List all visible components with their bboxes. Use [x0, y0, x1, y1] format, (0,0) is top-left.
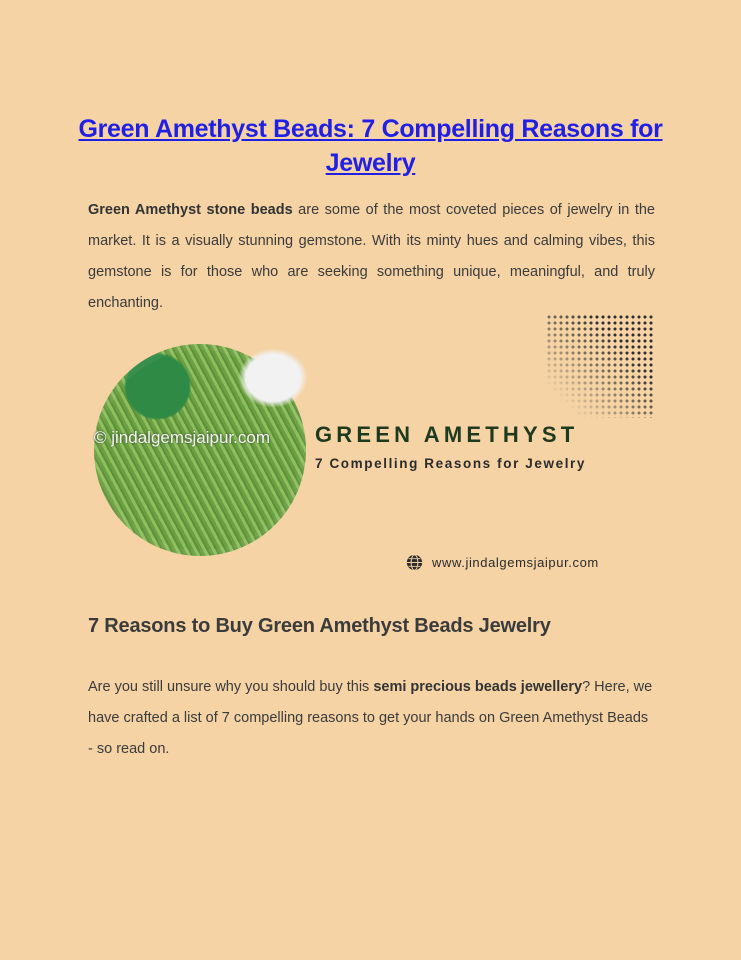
dot-pattern	[546, 314, 654, 418]
section-text-1: Are you still unsure why you should buy this	[88, 678, 374, 695]
photo-highlight	[238, 348, 308, 408]
section-text-2: ? Here, we have crafted a list of 7 compelling reasons to get your hands on Green Amethyst Beads - so read on.	[88, 678, 653, 757]
banner-website: www.jindalgemsjaipur.com	[432, 555, 599, 570]
banner-subheading: 7 Compelling Reasons for Jewelry	[315, 456, 587, 471]
intro-text: are some of the most coveted pieces of jewelry in the market. It is a visually stunning gemstone. With its minty hues and calming vibes, this gemstone is for those who are seeking something unique, meaningful, and truly enchanting.	[88, 201, 655, 312]
banner-heading: GREEN AMETHYST	[315, 422, 579, 447]
article-title-link[interactable]: Green Amethyst Beads: 7 Compelling Reasons for Jewelry	[78, 115, 663, 177]
intro-paragraph	[88, 195, 655, 320]
watermark: © jindalgemsjaipur.com	[94, 428, 270, 447]
banner-image	[88, 314, 654, 586]
section-paragraph	[88, 672, 655, 766]
intro-bold-link-text[interactable]: Green Amethyst stone beads	[88, 201, 293, 218]
section-bold-link-text[interactable]: semi precious beads jewellery	[373, 678, 583, 695]
section-heading: 7 Reasons to Buy Green Amethyst Beads Jewelry	[88, 615, 551, 637]
globe-icon	[406, 554, 423, 571]
